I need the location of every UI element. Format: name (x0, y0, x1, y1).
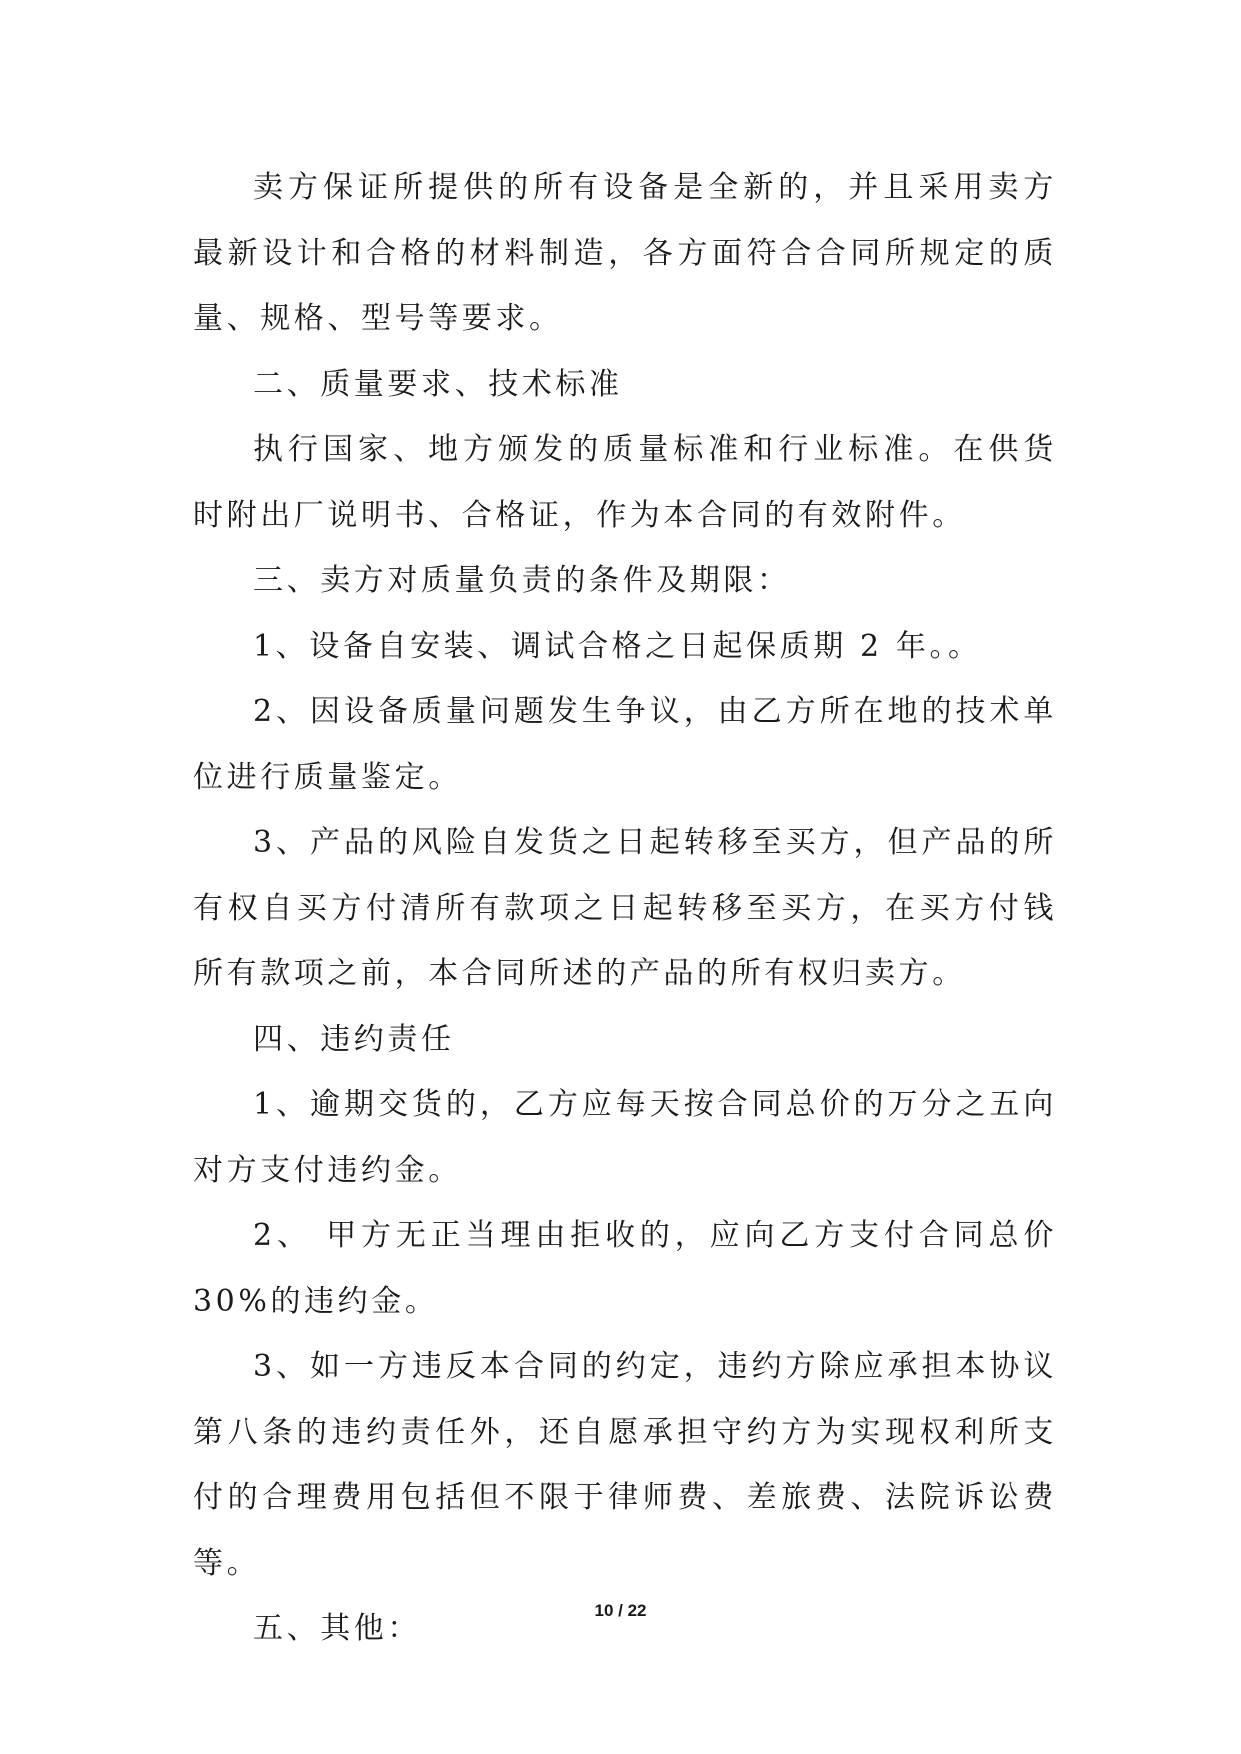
page-number: 10 / 22 (594, 1601, 647, 1620)
paragraph-dispute: 2、因设备质量问题发生争议，由乙方所在地的技术单位进行质量鉴定。 (193, 694, 1057, 795)
paragraph-late-delivery: 1、逾期交货的，乙方应每天按合同总价的万分之五向对方支付违约金。 (193, 1087, 1057, 1188)
paragraph-warranty-period: 1、设备自安装、调试合格之日起保质期 2 年。。 (253, 628, 982, 664)
paragraph-breach-costs: 3、如一方违反本合同的约定，违约方除应承担本协议第八条的违约责任外，还自愿承担守约方为实现权利所支付的合理费用包括但不限于律师费、差旅费、法院诉讼费等。 (193, 1349, 1057, 1581)
paragraph-risk-transfer: 3、产品的风险自发货之日起转移至买方，但产品的所有权自买方付清所有款项之日起转移至买方，在买方付钱所有款项之前，本合同所述的产品的所有权归卖方。 (193, 825, 1057, 991)
paragraph-seller-guarantee: 卖方保证所提供的所有设备是全新的，并且采用卖方最新设计和合格的材料制造，各方面符合合同所规定的质量、规格、型号等要求。 (193, 170, 1057, 336)
heading-quality-standards: 二、质量要求、技术标准 (253, 366, 623, 402)
heading-other: 五、其他： (253, 1611, 421, 1646)
document-body (193, 155, 1057, 1662)
paragraph-standards: 执行国家、地方颁发的质量标准和行业标准。在供货时附出厂说明书、合格证，作为本合同的有效附件。 (193, 432, 1057, 533)
heading-breach-liability: 四、违约责任 (253, 1021, 455, 1057)
heading-quality-responsibility: 三、卖方对质量负责的条件及期限： (253, 563, 791, 598)
paragraph-rejection-penalty: 2、 甲方无正当理由拒收的，应向乙方支付合同总价 30%的违约金。 (193, 1218, 1057, 1319)
